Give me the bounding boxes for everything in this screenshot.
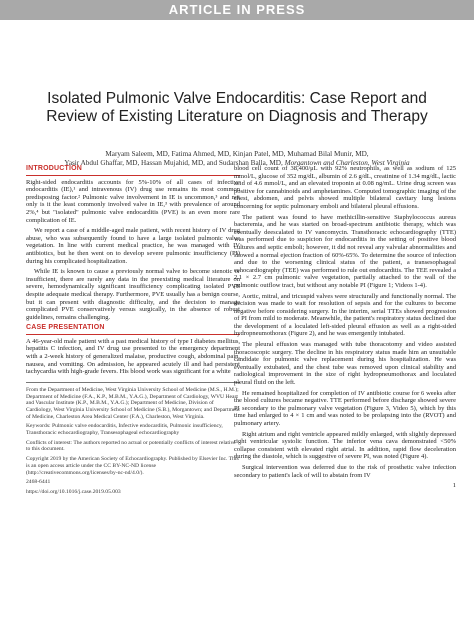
footnote-affiliation: From the Department of Medicine, West Virginia University School of Medicine (M.S., H.M.); Department of Medicine (F.A., K.P., M.B.M., Y.A.G.), Department of Cardiology, WVU Heart and Vascular Institute (K.P., M.B.M., Y.A.G.); Department of Medicine, Division of Cardiology, West Virginia University School of Medicine (S.B.), Morgantown; and Department of Medicine, Charleston Area Medical Center (F.A.), Charleston, West Virginia. — [26, 386, 240, 420]
footnote-keywords — [26, 423, 240, 436]
footnote-conflicts — [26, 440, 240, 453]
body-paragraph: The pleural effusion was managed with tube thoracotomy and video assisted thoracoscopic surgery. The decline in his respiratory status made him an unsuitable candidate for pulmonic valve replacement during his hospitalization. He was eventually extubated, and the chest tube was removed upon clinical stability and radiological improvement in the size of right hydropneumothorax and loculated pleural fluid on the left. — [234, 341, 456, 387]
body-paragraph: He remained hospitalized for completion of IV antibiotic course for 6 weeks after the blood cultures became negative. TTE performed before discharge showed severe PI secondary to the pulmonary valve vegetation (Figure 3, Video 5), which by this time had enlarged to 4 × 1 cm and was noted to be prolapsing into the (RVOT) and pulmonary artery. — [234, 389, 456, 427]
conflicts-text: The authors reported no actual or potentially conflicts of interest relative to this document. — [26, 439, 236, 453]
section-heading-case-presentation: CASE PRESENTATION — [26, 324, 240, 335]
footnote-issn: 2468-6441 — [26, 479, 51, 486]
keywords-label: Keywords: — [26, 423, 51, 430]
body-paragraph: The patient was found to have methicillin-sensitive Staphylococcus aureus bacteremia, and he was started on broad-spectrum antibiotic therapy, which was eventually deescalated to IV vancomycin. Transthoracic echocardiography (TTE) was performed due to suspicion for endocarditis in the setting of positive blood cultures and septic emboli; however, it did not reveal any valvular abnormalities and showed a normal ejection fraction of 60%-65%. To determine the source of infection and due to the worsening clinical status of the patient, a transesophageal echocardiography (TEE) was performed to rule out endocarditis. The TEE revealed a 2.1 × 2.7 cm pulmonic valve vegetation, partially attached to the wall of the pulmonic outflow tract, but without any notable PI (Figure 1; Videos 1-4). — [234, 213, 456, 289]
body-paragraph: Right atrium and right ventricle appeared mildly enlarged, with slightly depressed right ventricular systolic function. The inferior vena cava demonstrated <50% collapse consistent with elevated right atrial. In addition, rapid flow deceleration during the diastole, which is suggestive of severe PI, was noted (Figure 4). — [234, 430, 456, 461]
page-number: 1 — [452, 482, 456, 490]
authors-line-2-names: Yasir Abdul Ghaffar, MD, Hassan Mujahid, MD, and Sudarshan Balla, MD, — [64, 159, 283, 167]
intro-paragraph: While IE is known to cause a previously normal valve to become stenotic or insufficient, there are rarely any data in the preexisting medical literature on severe, hemodynamically significant insufficiency complicating isolated PVE despite adequate medical therapy. Furthermore, PVE usually has a benign course, but it can present with diagnostic difficulty, and the decision to manage complicated PVE conservatively versus surgically, in the absence of robust guidelines, remains challenging. — [26, 268, 240, 321]
conflicts-label: Conflicts of interest: — [26, 439, 72, 446]
left-column — [26, 165, 240, 499]
intro-paragraph: We report a case of a middle-aged male patient, with recent history of IV drug abuse, who was subsequently found to have a large isolated pulmonic valve vegetation. In line with current medical practice, he was managed with IV antibiotics, but he then went on to develop severe pulmonic insufficiency (PI) during his complicated hospitalization. — [26, 227, 240, 265]
body-paragraph: Aortic, mitral, and tricuspid valves were structurally and functionally normal. The decision was made to wait for resolution of sepsis and for the cultures to become negative before considering surgery. In the interim, serial TTEs showed progression of PI from mild to moderate. Meanwhile, the patient's respiratory status declined due the development of a loculated left-sided pleural effusion as well as a right-sided hydropneumothorax (Figure 2), and he was emergently intubated. — [234, 292, 456, 338]
author-location: Morgantown and Charleston, West Virginia — [284, 159, 410, 167]
case-paragraph: A 46-year-old male patient with a past medical history of type I diabetes mellitus, hepatitis C infection, and IV drug use presented to the emergency department with a 2-week history of generalized malaise, productive cough, abdominal pain, nausea, and vomiting. On admission, he appeared acutely ill and had persistent tachycardia with high-grade fevers. His blood work was significant for a white — [26, 337, 240, 376]
footnote-copyright: Copyright 2019 by the American Society of Echocardiography. Published by Elsevier Inc. This is an open access article under the CC BY-NC-ND license (http://creativecommons.org/licenses/by-nc-nd/4.0/). — [26, 456, 239, 476]
article-title: Isolated Pulmonic Valve Endocarditis: Case Report and Review of Existing Literature on Diagnosis and Therapy — [46, 90, 428, 125]
right-column — [234, 165, 456, 490]
body-paragraph: blood cell count of 38,400/μL with 92% neutrophils, as well as sodium of 125 mmol/L, glucose of 352 mg/dL, albumin of 2.6 g/dL, creatinine of 1.34 mg/dL, lactic acid of 4.6 mmol/L, and an elevated troponin at 0.08 ng/mL. Urine drug screen was positive for cannabinoids and amphetamines. Computed tomographic imaging of the chest, abdomen, and pelvis showed multiple bilateral cavitary lung lesions concerning for septic pulmonary emboli and bilateral pleural effusions. — [234, 165, 456, 210]
article-in-press-banner: ARTICLE IN PRESS — [0, 0, 474, 20]
intro-paragraph: Right-sided endocarditis accounts for 5%-10% of all cases of infective endocarditis (IE),¹ and intravenous (IV) drug use remains its most common predisposing factor.² Pulmonic valve involvement in IE is uncommon,³ and not only is it the least commonly involved valve in IE,³ with prevalence of around 2%,⁴ but "isolated" pulmonic valve endocarditis (PVE) is an even more rare complication of IE. — [26, 178, 240, 224]
keywords-text: Pulmonic valve endocarditis, Infective endocarditis, Pulmonic insufficiency, Transthoracic echocardiography, Transesophageal echocardiography — [26, 423, 223, 437]
authors-line-1: Maryam Saleem, MD, Fatima Ahmed, MD, Kinjan Patel, MD, Muhamad Bilal Munir, MD, — [105, 150, 369, 158]
section-heading-introduction: INTRODUCTION — [26, 165, 240, 176]
body-paragraph: Surgical intervention was deferred due to the risk of prosthetic valve infection secondary to patient's lack of will to abstain from IV — [234, 463, 456, 479]
footnote-doi[interactable]: https://doi.org/10.1016/j.case.2019.05.003 — [26, 488, 121, 495]
footnotes — [26, 382, 240, 496]
